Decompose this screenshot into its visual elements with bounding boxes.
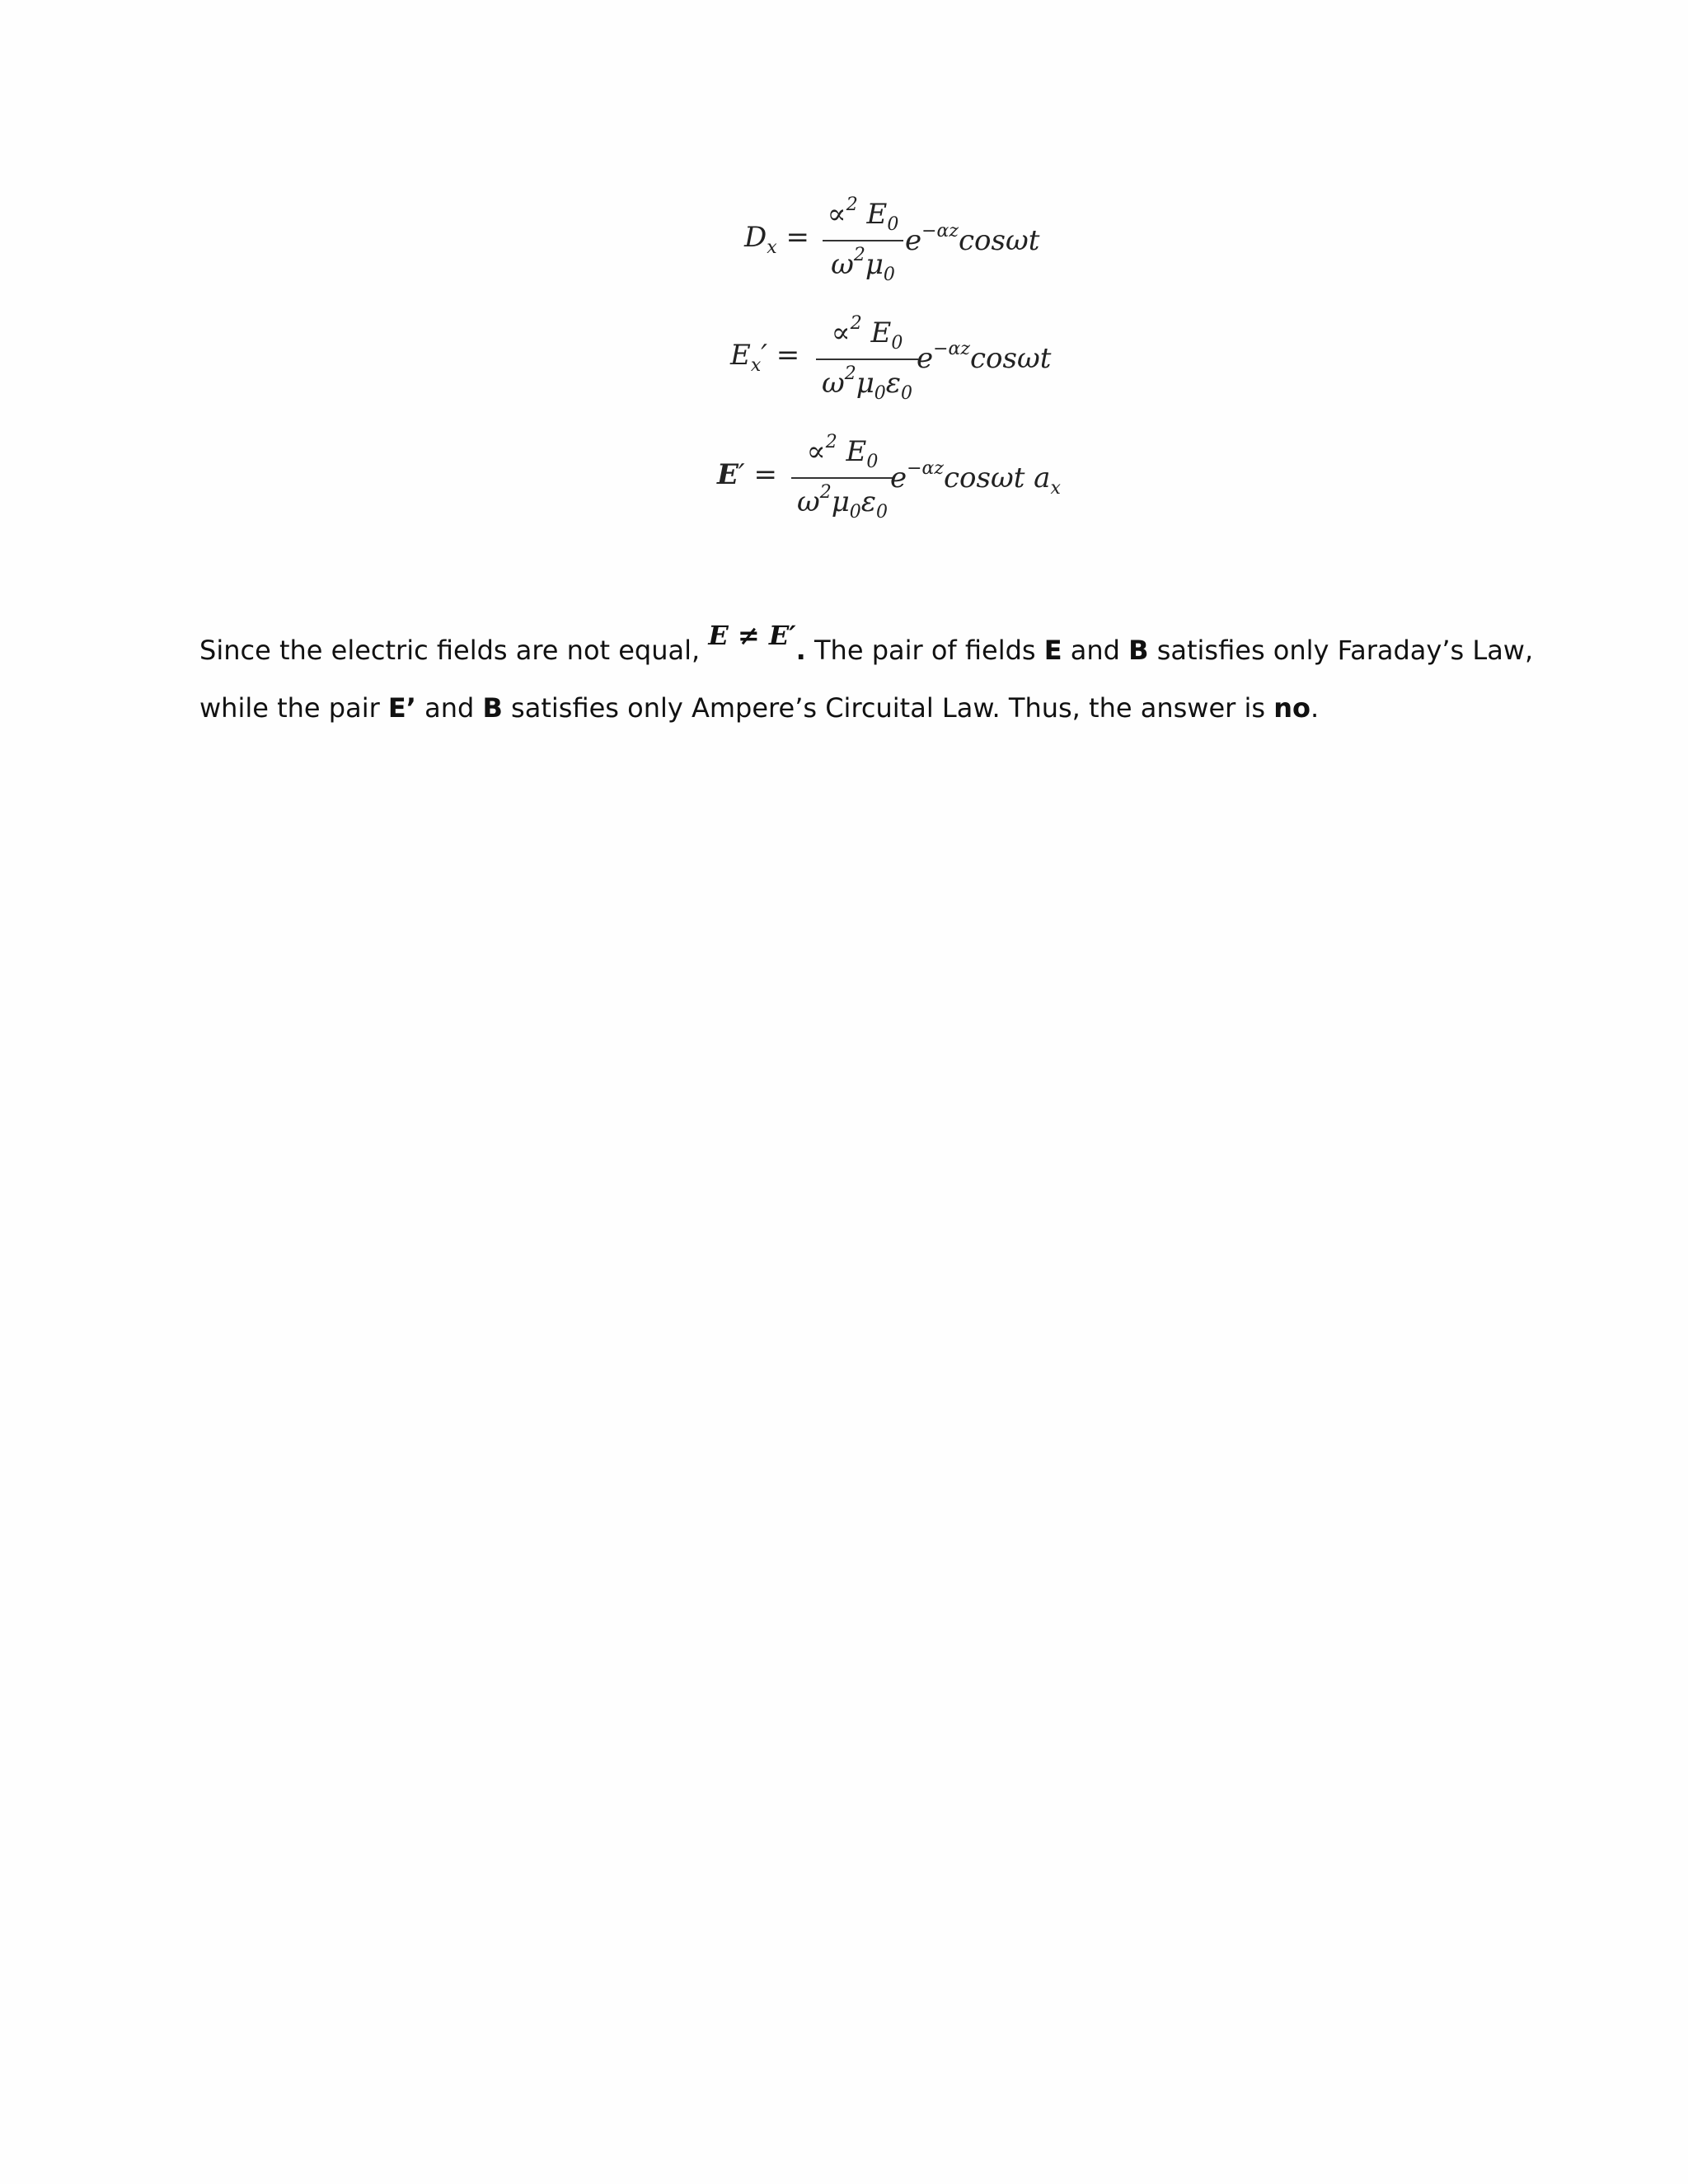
- equation-rhs: $e^{-\alpha z}\cos\omega t$ $a_x$: [890, 458, 1061, 499]
- bold-term: E: [1043, 635, 1062, 666]
- text-segment: and: [1070, 635, 1120, 666]
- fraction-denominator: $\omega^2\mu_0\varepsilon_0$: [796, 482, 889, 523]
- bold-term: no: [1273, 692, 1311, 724]
- paragraph-line-2: [199, 692, 1319, 724]
- equation-fraction: [791, 432, 893, 523]
- fraction-bar: [823, 240, 903, 241]
- text-segment: Since the electric fields are not equal,: [199, 635, 701, 666]
- text-segment: satisfies only Ampere’s Circuital Law. Thus, the answer is: [511, 692, 1266, 724]
- fraction-bar: [816, 359, 918, 360]
- bold-term: B: [1128, 635, 1149, 666]
- equation-fraction: [823, 194, 903, 285]
- text-segment: .: [1310, 692, 1320, 724]
- equation-lhs: $D_x$ =: [744, 221, 809, 258]
- fraction-numerator: ∝$^2$ $E_0$: [806, 432, 879, 472]
- fraction-numerator: ∝$^2$ $E_0$: [827, 194, 899, 235]
- text-segment: and: [424, 692, 475, 724]
- equation-lhs: E′ =: [717, 458, 777, 491]
- fraction-numerator: ∝$^2$ $E_0$: [831, 313, 903, 354]
- fraction-bar: [791, 477, 893, 479]
- equation-lhs: $E_x'$ =: [730, 339, 800, 376]
- inline-equation: E ≠ E′: [708, 620, 796, 651]
- bold-term: B: [482, 692, 503, 724]
- paragraph-line-1: [199, 620, 1534, 666]
- text-segment: satisfies only Faraday’s Law,: [1156, 635, 1534, 666]
- text-segment: The pair of fields: [814, 635, 1036, 666]
- text-segment: .: [795, 635, 806, 666]
- equation-rhs: $e^{-\alpha z}\cos\omega t$: [905, 221, 1040, 257]
- fraction-denominator: $\omega^2\mu_0\varepsilon_0$: [821, 363, 913, 404]
- equation-rhs: $e^{-\alpha z}\cos\omega t$: [917, 339, 1052, 375]
- fraction-denominator: $\omega^2\mu_0$: [831, 245, 895, 285]
- text-segment: while the pair: [199, 692, 380, 724]
- bold-term: E’: [387, 692, 416, 724]
- equation-fraction: [816, 313, 918, 404]
